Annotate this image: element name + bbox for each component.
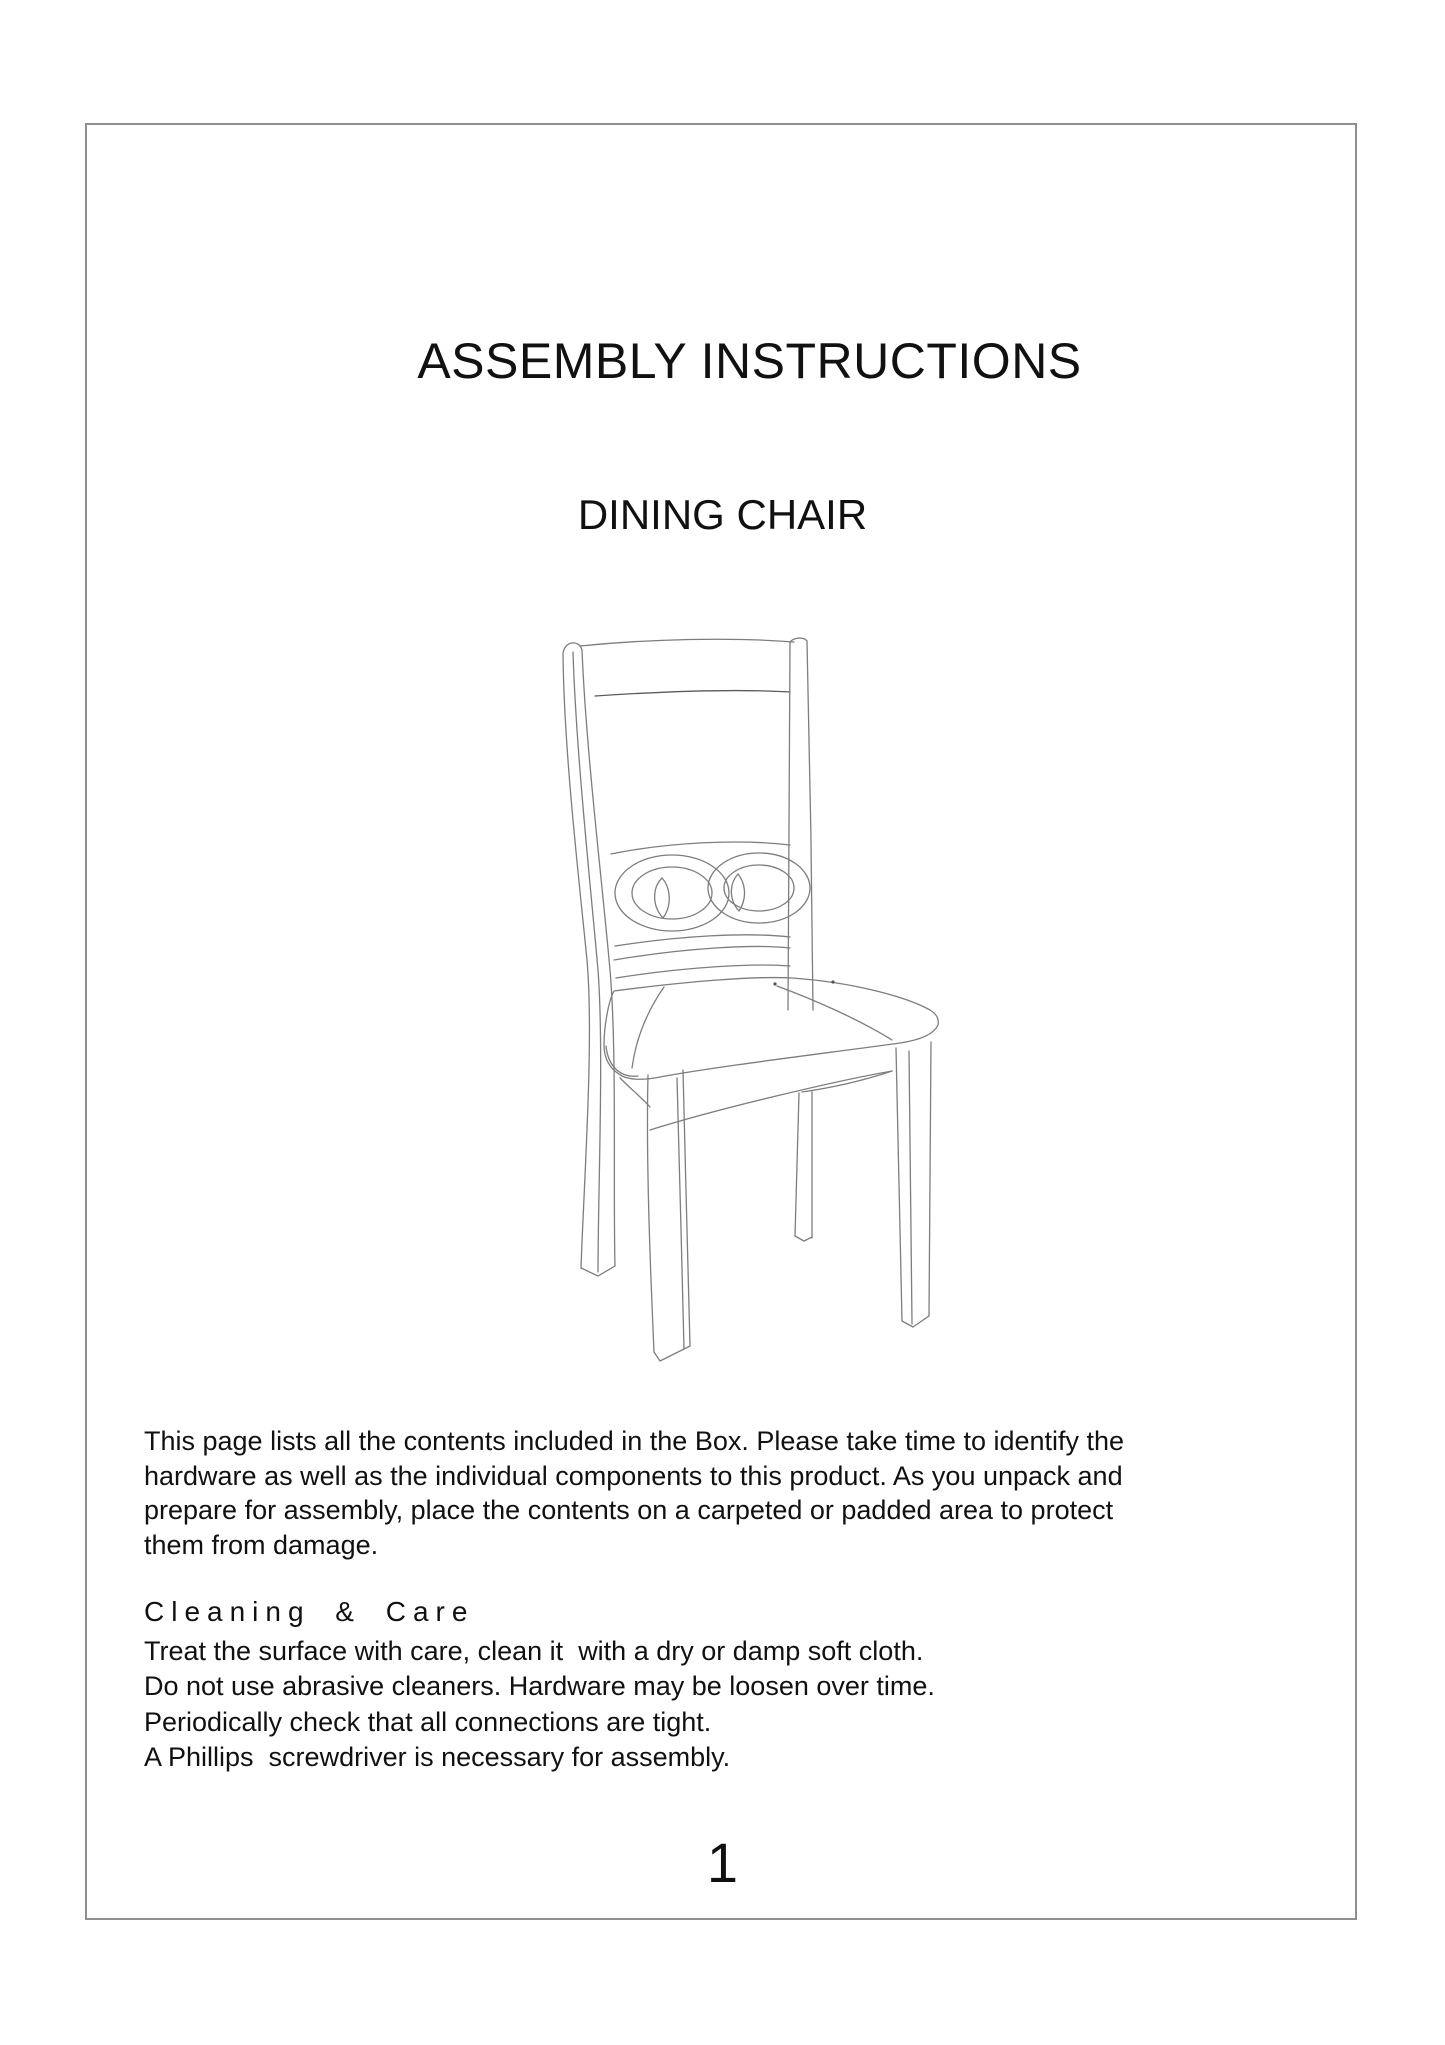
chair-back <box>563 638 813 1276</box>
chair-seat <box>604 978 938 1130</box>
intro-paragraph <box>144 1424 1304 1562</box>
dining-chair-illustration <box>540 630 950 1380</box>
product-title: DINING CHAIR <box>577 491 868 538</box>
intro-line-3: prepare for assembly, place the contents on a carpeted or padded area to protect <box>144 1495 1114 1525</box>
intro-line-1: This page lists all the contents included in the Box. Please take time to identify the <box>144 1426 1125 1456</box>
document-title: ASSEMBLY INSTRUCTIONS <box>417 333 1082 389</box>
care-line-2: Do not use abrasive cleaners. Hardware may be loosen over time. <box>144 1671 935 1701</box>
cleaning-care-section <box>144 1594 1304 1776</box>
chair-legs <box>647 1042 931 1361</box>
cleaning-care-heading: Cleaning & Care <box>144 1596 475 1627</box>
care-line-4: A Phillips screwdriver is necessary for assembly. <box>144 1742 731 1772</box>
care-line-3: Periodically check that all connections are tight. <box>144 1706 712 1737</box>
intro-line-2: hardware as well as the individual components to this product. As you unpack and <box>144 1460 1123 1491</box>
page-number: 1 <box>706 1831 739 1894</box>
care-line-1: Treat the surface with care, clean it with a dry or damp soft cloth. <box>144 1635 924 1666</box>
intro-line-4: them from damage. <box>144 1529 379 1560</box>
